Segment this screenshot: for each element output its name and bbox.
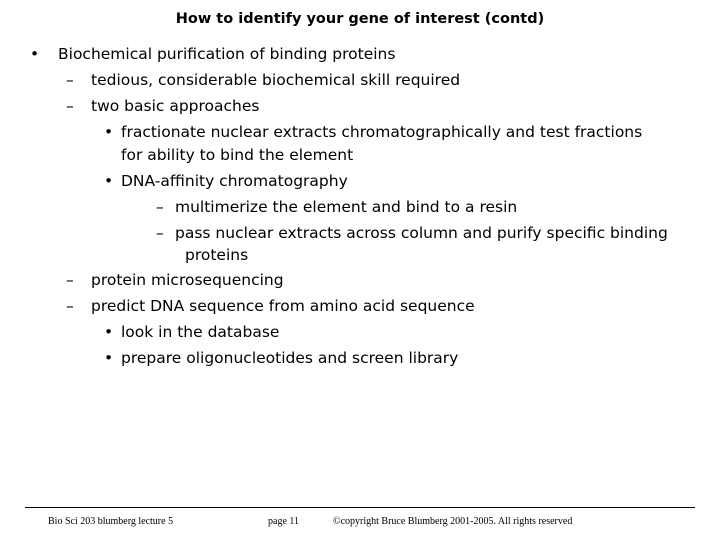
bullet-marker: • bbox=[104, 349, 114, 367]
bullet-text: tedious, considerable biochemical skill required bbox=[91, 71, 461, 89]
footer-divider bbox=[25, 507, 695, 508]
bullet-text: proteins bbox=[185, 246, 249, 264]
bullet-text: prepare oligonucleotides and screen library bbox=[121, 349, 459, 367]
bullet-marker: • bbox=[104, 123, 114, 141]
bullet-marker: • bbox=[104, 172, 114, 190]
bullet-marker: • bbox=[30, 45, 40, 63]
bullet-text: fractionate nuclear extracts chromatographically and test fractions bbox=[121, 123, 643, 141]
bullet-marker: – bbox=[66, 71, 74, 89]
bullet-text: DNA-affinity chromatography bbox=[121, 172, 348, 190]
bullet-marker: – bbox=[66, 271, 74, 289]
bullet-marker: • bbox=[104, 323, 114, 341]
bullet-marker: – bbox=[156, 224, 164, 242]
bullet-text: multimerize the element and bind to a resin bbox=[175, 198, 518, 216]
bullet-text: protein microsequencing bbox=[91, 271, 284, 289]
bullet-text: predict DNA sequence from amino acid sequence bbox=[91, 297, 475, 315]
bullet-marker: – bbox=[66, 97, 74, 115]
bullet-text: pass nuclear extracts across column and purify specific binding bbox=[175, 224, 668, 242]
slide-title: How to identify your gene of interest (contd) bbox=[175, 11, 545, 27]
bullet-marker: – bbox=[156, 198, 164, 216]
footer-course: Bio Sci 203 blumberg lecture 5 bbox=[48, 516, 174, 527]
bullet-text: Biochemical purification of binding proteins bbox=[58, 45, 396, 63]
bullet-text: for ability to bind the element bbox=[121, 146, 354, 164]
bullet-text: look in the database bbox=[121, 323, 280, 341]
footer-page: page 11 bbox=[268, 516, 300, 527]
bullet-text: two basic approaches bbox=[91, 97, 260, 115]
footer-copyright: ©copyright Bruce Blumberg 2001-2005. All rights reserved bbox=[333, 516, 573, 527]
bullet-marker: – bbox=[66, 297, 74, 315]
